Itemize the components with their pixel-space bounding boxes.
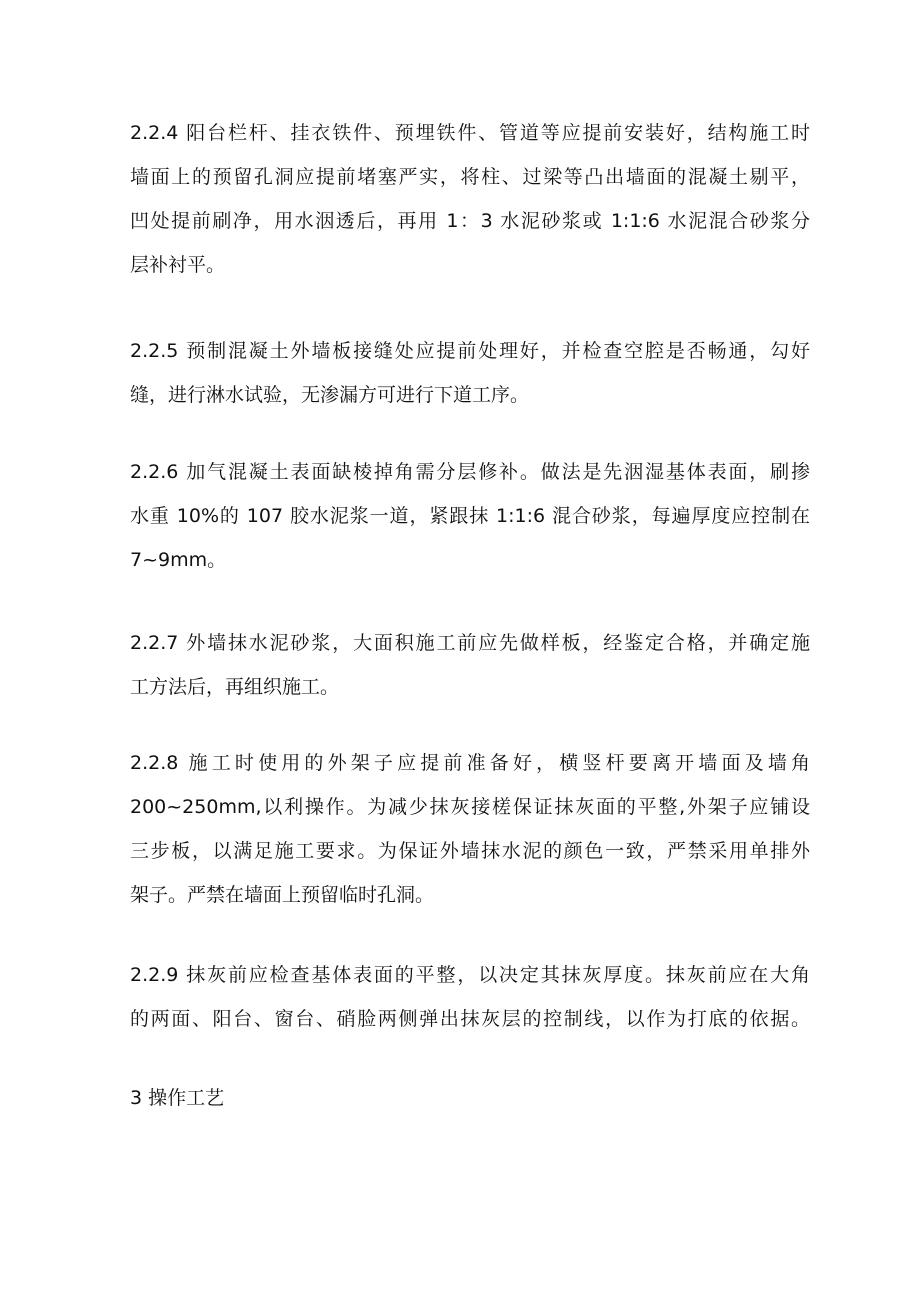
text-line: 的两面、阳台、窗台、硝脸两侧弹出抹灰层的控制线，以作为打底的依据。 xyxy=(130,1008,810,1030)
text-line: 水重 10%的 107 胶水泥浆一道，紧跟抹 1:1:6 混合砂浆，每遍厚度应控制在 xyxy=(130,505,810,527)
text-line: 层补衬平。 xyxy=(130,254,226,276)
text-line: 缝，进行淋水试验，无渗漏方可进行下道工序。 xyxy=(130,384,530,406)
paragraph-2-2-8 xyxy=(130,741,810,917)
text-line: 2.2.6 加气混凝土表面缺棱掉角需分层修补。做法是先洇湿基体表面，刷掺 xyxy=(130,461,810,483)
text-line: 2.2.9 抹灰前应检查基体表面的平整，以决定其抹灰厚度。抹灰前应在大角 xyxy=(130,964,810,986)
text-line: 2.2.7 外墙抹水泥砂浆，大面积施工前应先做样板，经鉴定合格，并确定施 xyxy=(130,632,810,654)
text-line: 架子。严禁在墙面上预留临时孔洞。 xyxy=(130,884,435,906)
text-line: 三步板，以满足施工要求。为保证外墙抹水泥的颜色一致，严禁采用单排外 xyxy=(130,840,810,862)
text-line: 7~9mm。 xyxy=(130,549,227,571)
text-line: 工方法后，再组织施工。 xyxy=(130,676,340,698)
text-line: 凹处提前刷净，用水洇透后，再用 1：3 水泥砂浆或 1:1:6 水泥混合砂浆分 xyxy=(130,210,810,232)
text-line: 200~250mm,以利操作。为减少抹灰接槎保证抹灰面的平整,外架子应铺设 xyxy=(130,796,810,818)
paragraph-2-2-6 xyxy=(130,450,810,582)
paragraph-2-2-7 xyxy=(130,621,810,709)
paragraph-2-2-9 xyxy=(130,953,810,1041)
section-heading-3 xyxy=(130,1076,810,1120)
text-line: 2.2.5 预制混凝土外墙板接缝处应提前处理好，并检查空腔是否畅通，勾好 xyxy=(130,340,810,362)
text-line: 墙面上的预留孔洞应提前堵塞严实，将柱、过梁等凸出墙面的混凝土剔平， xyxy=(130,166,810,188)
text-line: 2.2.8 施工时使用的外架子应提前准备好，横竖杆要离开墙面及墙角 xyxy=(130,752,810,774)
text-line: 2.2.4 阳台栏杆、挂衣铁件、预埋铁件、管道等应提前安装好，结构施工时 xyxy=(130,122,810,144)
paragraph-2-2-5 xyxy=(130,329,810,417)
paragraph-2-2-4 xyxy=(130,111,810,287)
section-heading: 3 操作工艺 xyxy=(130,1087,225,1109)
